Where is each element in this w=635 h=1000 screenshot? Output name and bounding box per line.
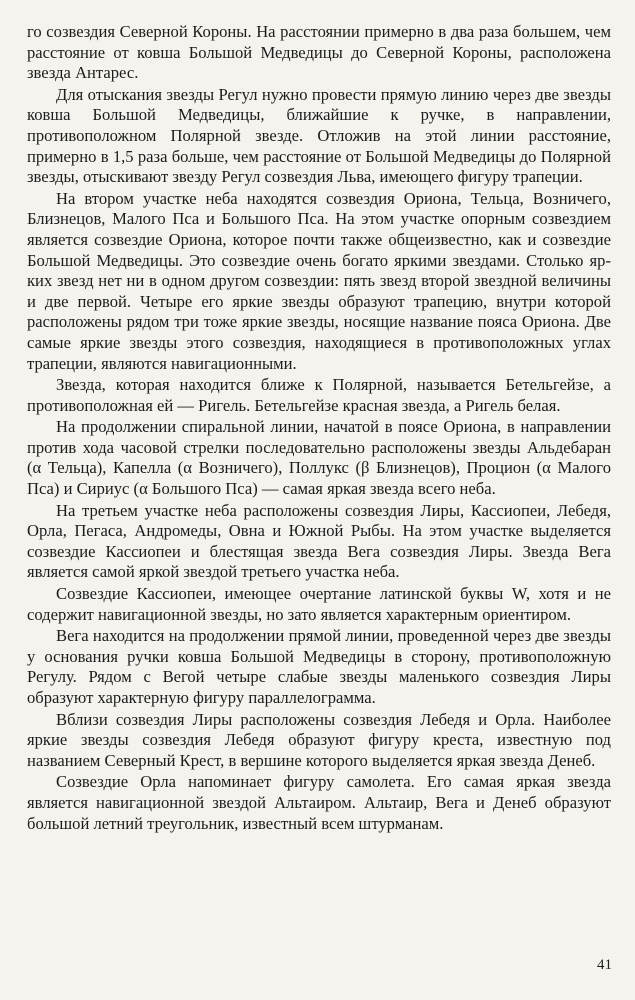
paragraph-6: На третьем участке неба расположены созвездия Лиры, Кассиопеи, Лебедя, Орла, Пегаса, Андромеды, Овна и Южной Рыбы. На этом участке выделяется созвездие Кассиопеи и блестящая звезда Вега созвездия Лиры. Звезда Вега является самой яркой звездой третьего участка неба. [27,500,611,582]
paragraph-10: Созвездие Орла напоминает фигуру самолета. Его самая яркая звезда является навигационной звездой Альтаиром. Альтаир, Вега и Денеб образуют большой летний треугольник, известный всем штурманам. [27,772,611,833]
paragraph-1: го созвездия Северной Короны. На расстоянии примерно в два раза большем, чем расстояние от ковша Большой Медведицы до Северной Короны, расположена звезда Антарес. [27,22,611,83]
paragraph-2: Для отыскания звезды Регул нужно провести прямую линию через две звезды ковша Большой Медведицы, ближайшие к ручке, в направлении, противоположном Полярной звезде. Отложив на этой линии расстояние, примерно в 1,5 раза больше, чем расстояние от Большой Медведицы до Полярной звезды, отыскивают звезду Регул созвездия Льва, имеющего фигуру трапеции. [27,84,611,187]
paragraph-8: Вега находится на продолжении прямой линии, проведенной через две звезды у основания ручки ковша Большой Медведицы в сторону, противоположную Регулу. Рядом с Вегой четыре слабые звезды маленького созвездия Лиры образуют характерную фигуру параллелограмма. [27,626,611,707]
paragraph-4: Звезда, которая находится ближе к Полярной, называется Бетельгейзе, а противоположная ей — Ригель. Бетельгейзе красная звезда, а Ригель белая. [27,375,611,415]
page-number: 41 [597,957,612,973]
paragraph-5: На продолжении спиральной линии, начатой в поясе Ориона, в направлении против хода часовой стрелки последовательно расположены звезды Альдебаран (α Тельца), Капелла (α Возничего), Поллукс (β Близнецов), Процион (α Малого Пса) и Сириус (α Большого Пса) — самая яркая звезда всего неба. [27,417,611,499]
paragraph-3: На втором участке неба находятся созвездия Ориона, Тельца, Возничего, Близнецов, Малого Пса и Большого Пса. На этом участке опорным созвездием является созвездие Ориона, которое почти также общеизвестно, как и созвездие Большой Медведицы. Это созвездие очень богато яркими звездами. Столько ярких звезд нет ни в одном другом созвездии: пять звезд второй звездной величины и две первой. Четыре его яркие звезды образуют трапецию, внутри которой расположены рядом три тоже яркие звезды, носящие название пояса Ориона. Две самые яркие звезды этого созвездия, находящиеся в противоположных углах трапеции, являются навигационными. [27,188,611,373]
page-body-text [27,22,611,834]
paragraph-9: Вблизи созвездия Лиры расположены созвездия Лебедя и Орла. Наиболее яркие звезды созвездия Лебедя образуют фигуру креста, известную под названием Северный Крест, в вершине которого выделяется яркая звезда Денеб. [27,709,611,770]
paragraph-7: Созвездие Кассиопеи, имеющее очертание латинской буквы W, хотя и не содержит навигационной звезды, но зато является характерным ориентиром. [27,584,611,624]
